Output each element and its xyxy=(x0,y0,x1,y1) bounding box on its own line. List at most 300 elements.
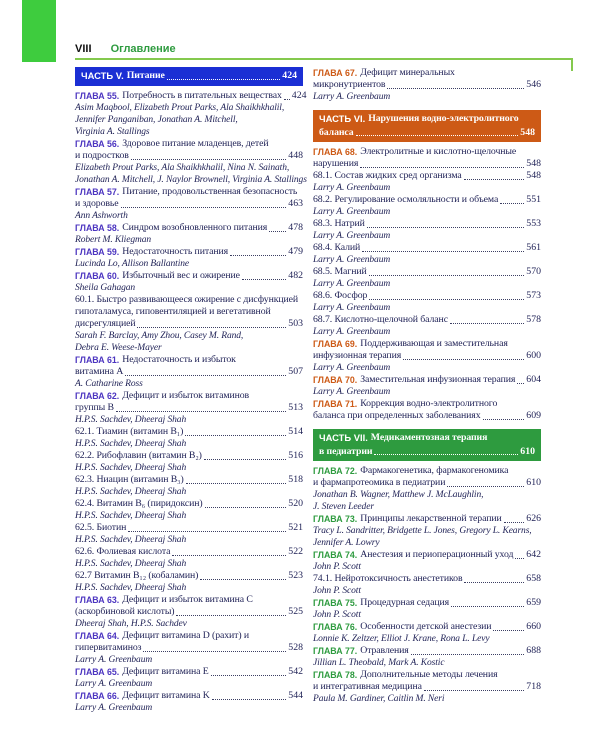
dot-leader xyxy=(500,203,524,204)
author-line xyxy=(313,633,541,645)
author-line xyxy=(75,654,303,666)
author-line xyxy=(313,182,541,194)
author-line xyxy=(313,693,541,705)
author-names: Sarah F. Barclay, Amy Zhou, Casey M. Rand, xyxy=(75,330,244,341)
entry-title-text: Процедурная седация xyxy=(360,597,450,608)
toc-chapter-entry xyxy=(313,465,541,513)
author-line xyxy=(313,386,541,398)
toc-line xyxy=(75,366,303,378)
toc-line xyxy=(319,126,535,140)
page-ref: 570 xyxy=(526,266,541,277)
toc-line xyxy=(313,398,541,410)
author-names: Lucinda Lo, Allison Ballantine xyxy=(75,258,189,269)
entry-title-text: баланса при определенных заболеваниях xyxy=(313,410,481,421)
dot-leader xyxy=(137,327,286,328)
author-names: Larry A. Greenbaum xyxy=(313,303,391,313)
dot-leader xyxy=(387,88,524,89)
chapter-label: ГЛАВА 60. xyxy=(75,270,120,281)
author-line xyxy=(75,582,303,594)
toc-chapter-entry xyxy=(75,390,303,426)
page-ref: 542 xyxy=(288,665,303,677)
author-line xyxy=(75,162,303,174)
chapter-label: ГЛАВА 77. xyxy=(313,646,358,656)
chapter-label: ГЛАВА 59. xyxy=(75,246,120,257)
entry-title-text: Дополнительные методы лечения xyxy=(360,669,498,680)
entry-title-text: Недостаточность и избыток xyxy=(122,353,236,365)
author-names: H.P.S. Sachdev, Dheeraj Shah xyxy=(75,558,187,569)
author-line xyxy=(313,362,541,374)
page-edge-tab xyxy=(22,0,56,62)
chapter-label: ГЛАВА 76. xyxy=(313,622,358,632)
chapter-label: ГЛАВА 73. xyxy=(313,514,358,524)
author-line xyxy=(313,302,541,314)
toc-line xyxy=(313,67,541,79)
chapter-label: ГЛАВА 66. xyxy=(75,690,120,701)
entry-title-text: Дефицит минеральных xyxy=(360,67,455,78)
page-ref: 548 xyxy=(526,158,541,169)
toc-chapter-entry xyxy=(313,549,541,573)
page-ref: 548 xyxy=(520,126,535,138)
page-ref: 503 xyxy=(288,317,303,329)
dot-leader xyxy=(230,255,286,256)
page-ref: 424 xyxy=(291,89,307,101)
toc-subchapter-entry xyxy=(313,290,541,314)
dot-leader xyxy=(212,699,287,700)
entry-title-text: Принципы лекарственной терапии xyxy=(360,513,502,524)
page-ref: 553 xyxy=(526,218,541,229)
page-ref: 573 xyxy=(526,290,541,301)
toc-line xyxy=(75,630,303,642)
entry-title-text: и интегративная медицина xyxy=(313,681,422,692)
page-ref: 658 xyxy=(526,573,541,584)
dot-leader xyxy=(211,675,287,676)
dot-leader xyxy=(369,299,524,300)
author-names: Larry A. Greenbaum xyxy=(75,654,153,665)
author-line xyxy=(313,585,541,597)
author-line xyxy=(75,618,303,630)
toc-line xyxy=(75,89,307,102)
chapter-label: ГЛАВА 70. xyxy=(313,375,358,385)
author-names: H.P.S. Sachdev, Dheeraj Shah xyxy=(75,534,187,545)
chapter-label: ГЛАВА 57. xyxy=(75,186,120,197)
entry-title-text: Поддерживающая и заместительная xyxy=(360,338,508,349)
entry-title-text: Коррекция водно-электролитного xyxy=(360,398,498,409)
chapter-label: ГЛАВА 64. xyxy=(75,630,120,641)
toc-line xyxy=(313,477,541,489)
author-line xyxy=(313,525,541,537)
page-ref: 600 xyxy=(526,350,541,361)
page-ref: 521 xyxy=(288,521,303,533)
author-line xyxy=(75,114,303,126)
author-line xyxy=(313,278,541,290)
toc-line xyxy=(313,242,541,254)
dot-leader xyxy=(205,507,287,508)
page-ref: 424 xyxy=(282,70,297,81)
page-ref: 642 xyxy=(526,549,541,560)
toc-line xyxy=(75,246,303,258)
author-names: Debra E. Weese-Mayer xyxy=(75,342,162,353)
entry-title-text: 68.6. Фосфор xyxy=(313,290,368,301)
dot-leader xyxy=(125,375,286,376)
entry-title-text: Дефицит витамина E xyxy=(122,665,209,677)
entry-title-text: Дефицит витамина K xyxy=(122,689,210,701)
page-ref: 522 xyxy=(288,545,303,557)
dot-leader xyxy=(172,555,286,556)
toc-part-band xyxy=(75,67,303,86)
dot-leader xyxy=(515,558,524,559)
author-line xyxy=(313,609,541,621)
chapter-label: ГЛАВА 75. xyxy=(313,598,358,608)
toc-subchapter-entry xyxy=(313,242,541,266)
author-line xyxy=(313,326,541,338)
entry-title-text: Дефицит витамина D (рахит) и xyxy=(122,629,250,641)
toc-line xyxy=(313,465,541,477)
author-line xyxy=(75,510,303,522)
toc-line xyxy=(75,138,303,150)
author-line xyxy=(313,489,541,501)
page-ref: 688 xyxy=(526,645,541,656)
author-names: Larry A. Greenbaum xyxy=(313,92,391,102)
chapter-label: ГЛАВА 74. xyxy=(313,550,358,560)
entry-title-text: витамина A xyxy=(75,365,124,377)
author-line xyxy=(75,558,303,570)
dot-leader xyxy=(185,435,286,436)
toc-chapter-entry xyxy=(75,186,303,222)
author-line xyxy=(75,258,303,270)
page-ref: 609 xyxy=(526,410,541,421)
author-line xyxy=(313,501,541,513)
toc-line xyxy=(75,186,303,198)
author-line xyxy=(75,126,303,138)
entry-title-text: Отравления xyxy=(360,645,409,656)
dot-leader xyxy=(204,459,286,460)
toc-subchapter-entry xyxy=(313,573,541,597)
toc-line xyxy=(75,270,303,282)
author-line xyxy=(75,234,303,246)
entry-title-text: 62.4. Витамин B₆ (пиридоксин) xyxy=(75,497,203,509)
author-names: H.P.S. Sachdev, Dheeraj Shah xyxy=(75,486,187,497)
author-names: Larry A. Greenbaum xyxy=(313,207,391,217)
dot-leader xyxy=(121,207,287,208)
dot-leader xyxy=(504,522,525,523)
toc-subchapter-entry xyxy=(75,546,303,570)
entry-title-text: 68.5. Магний xyxy=(313,266,367,277)
entry-title-text: 62.5. Биотин xyxy=(75,521,127,533)
author-names: Robert M. Kliegman xyxy=(75,234,152,245)
entry-title-text: Нарушения водно-электролитного xyxy=(368,113,519,124)
entry-title-text: нарушения xyxy=(313,158,359,169)
entry-title-text: 68.3. Натрий xyxy=(313,218,365,229)
toc-line xyxy=(81,69,297,83)
toc-line xyxy=(313,549,541,561)
toc-line xyxy=(75,570,303,582)
author-names: Paula M. Gardiner, Caitlin M. Neri xyxy=(313,694,445,704)
author-line xyxy=(313,91,541,103)
entry-title-text: 68.2. Регулирование осмоляльности и объема xyxy=(313,194,499,205)
toc-chapter-entry xyxy=(75,137,307,186)
toc-subchapter-entry xyxy=(75,450,303,474)
author-names: Tracy L. Sandritter, Bridgette L. Jones, Gregory L. Kearns, xyxy=(313,526,532,536)
toc-line xyxy=(319,112,535,126)
author-line xyxy=(313,230,541,242)
dot-leader xyxy=(143,651,286,652)
toc-line xyxy=(313,621,541,633)
toc-line xyxy=(313,350,541,362)
toc-subchapter-entry xyxy=(313,266,541,290)
author-names: H.P.S. Sachdev, Dheeraj Shah xyxy=(75,582,187,593)
toc-line xyxy=(75,522,303,534)
toc-line xyxy=(75,198,303,210)
entry-title-text: Электролитные и кислотно-щелочные xyxy=(360,146,517,157)
author-names: Lonnie K. Zeltzer, Elliot J. Krane, Rona L. Levy xyxy=(313,634,490,644)
toc-chapter-entry xyxy=(313,338,541,374)
entry-title-text: 68.7. Кислотно-щелочной баланс xyxy=(313,314,448,325)
toc-chapter-entry xyxy=(313,398,541,422)
toc-chapter-entry xyxy=(75,666,303,690)
toc-subchapter-entry xyxy=(313,218,541,242)
toc-line xyxy=(75,150,303,162)
page-ref: 548 xyxy=(526,170,541,181)
toc-line xyxy=(75,426,303,438)
toc-line xyxy=(75,306,303,318)
toc-line xyxy=(313,170,541,182)
author-names: Jonathan B. Wagner, Matthew J. McLaughlin, xyxy=(313,490,484,500)
entry-title-text: Избыточный вес и ожирение xyxy=(122,269,240,281)
dot-leader xyxy=(242,279,286,280)
toc-chapter-entry xyxy=(75,222,303,246)
dot-leader xyxy=(483,419,525,420)
page-ref: 518 xyxy=(288,473,303,485)
toc-chapter-entry xyxy=(313,67,541,103)
toc-chapter-entry xyxy=(75,594,303,630)
chapter-label: ГЛАВА 63. xyxy=(75,594,120,605)
toc-chapter-entry xyxy=(75,270,303,294)
author-names: H.P.S. Sachdev, Dheeraj Shah xyxy=(75,414,187,425)
author-line xyxy=(75,462,303,474)
toc-chapter-entry xyxy=(313,669,541,705)
toc-columns xyxy=(75,67,541,714)
entry-title-text: 68.4. Калий xyxy=(313,242,361,253)
dot-leader xyxy=(403,359,524,360)
entry-title-text: Недостаточность питания xyxy=(122,245,229,257)
page-ref: 660 xyxy=(526,621,541,632)
page-ref: 479 xyxy=(288,245,303,257)
entry-title-text: Здоровое питание младенцев, детей xyxy=(122,137,269,149)
page-ref: 578 xyxy=(526,314,541,325)
toc-line xyxy=(313,158,541,170)
toc-line xyxy=(313,218,541,230)
author-names: Larry A. Greenbaum xyxy=(75,678,153,689)
entry-title-text: Фармакогенетика, фармакогеномика xyxy=(360,465,509,476)
toc-line xyxy=(313,645,541,657)
toc-line xyxy=(313,374,541,386)
page-ref: 520 xyxy=(288,497,303,509)
page-ref: 528 xyxy=(288,641,303,653)
author-names: Dheeraj Shah, H.P.S. Sachdev xyxy=(75,618,187,629)
chapter-label: ГЛАВА 58. xyxy=(75,222,120,233)
entry-title-text: дисрегуляцией xyxy=(75,317,136,329)
author-names: H.P.S. Sachdev, Dheeraj Shah xyxy=(75,510,187,521)
toc-chapter-entry xyxy=(313,621,541,645)
page-ref: 604 xyxy=(526,374,541,385)
page-ref: 463 xyxy=(288,197,303,209)
author-names: Larry A. Greenbaum xyxy=(75,702,153,713)
toc-line xyxy=(313,266,541,278)
toc-line xyxy=(75,666,303,678)
author-names: H.P.S. Sachdev, Dheeraj Shah xyxy=(75,462,187,473)
entry-title-text: 62.7 Витамин B₁₂ (кобаламин) xyxy=(75,569,199,581)
toc-subchapter-entry xyxy=(75,474,303,498)
toc-line xyxy=(313,79,541,91)
chapter-label: ГЛАВА 69. xyxy=(313,339,358,349)
toc-line xyxy=(313,573,541,585)
chapter-label: ГЛАВА 78. xyxy=(313,670,358,680)
dot-leader xyxy=(131,159,287,160)
page-ref: 610 xyxy=(520,445,535,457)
author-line xyxy=(75,282,303,294)
toc-line xyxy=(313,669,541,681)
author-names: Larry A. Greenbaum xyxy=(313,279,391,289)
page-ref: 525 xyxy=(288,605,303,617)
toc-chapter-entry xyxy=(75,354,303,390)
page-ref: 482 xyxy=(288,269,303,281)
author-line xyxy=(75,378,303,390)
author-names: J. Steven Leeder xyxy=(313,502,374,512)
page-ref: 523 xyxy=(288,569,303,581)
entry-title-text: 62.6. Фолиевая кислота xyxy=(75,545,171,557)
author-names: Larry A. Greenbaum xyxy=(313,387,391,397)
page-ref: 659 xyxy=(526,597,541,608)
entry-title-text: 62.1. Тиамин (витамин B₁) xyxy=(75,425,184,437)
author-names: John P. Scott xyxy=(313,562,361,572)
toc-subchapter-entry xyxy=(75,498,303,522)
toc-chapter-entry xyxy=(313,597,541,621)
dot-leader xyxy=(447,486,524,487)
entry-title-text: гипоталамуса, гиповентиляцией и вегетативной xyxy=(75,305,271,317)
dot-leader xyxy=(167,79,281,80)
page-number: VIII xyxy=(75,43,92,55)
toc-line xyxy=(75,318,303,330)
page-ref: 551 xyxy=(526,194,541,205)
author-line xyxy=(75,210,303,222)
entry-title-text: и фармапротеомика в педиатрии xyxy=(313,477,446,488)
dot-leader xyxy=(284,99,290,100)
dot-leader xyxy=(360,167,524,168)
toc-line xyxy=(313,338,541,350)
toc-line xyxy=(75,546,303,558)
author-line xyxy=(75,438,303,450)
entry-title-text: Питание, продовольственная безопасность xyxy=(122,185,298,197)
toc-chapter-entry xyxy=(75,246,303,270)
entry-title-text: Анестезия и периоперационный уход xyxy=(360,549,514,560)
page-ref: 514 xyxy=(288,425,303,437)
entry-title-text: Дефицит и избыток витаминов xyxy=(122,389,250,401)
chapter-label: ГЛАВА 71. xyxy=(313,399,358,409)
toc-line xyxy=(313,146,541,158)
page-ref: 516 xyxy=(288,449,303,461)
toc-chapter-entry xyxy=(313,146,541,170)
toc-column-left xyxy=(75,67,307,714)
page-ref: 478 xyxy=(288,221,303,233)
author-names: A. Catharine Ross xyxy=(75,378,143,389)
page-ref: 544 xyxy=(288,689,303,701)
author-names: H.P.S. Sachdev, Dheeraj Shah xyxy=(75,438,187,449)
dot-leader xyxy=(451,606,524,607)
entry-title-text: Синдром возобновленного питания xyxy=(122,221,268,233)
toc-line xyxy=(313,290,541,302)
page-ref: 546 xyxy=(526,79,541,90)
dot-leader xyxy=(356,135,519,136)
toc-line xyxy=(75,690,303,702)
entry-title-text: (аскорбиновой кислоты) xyxy=(75,605,175,617)
toc-subchapter-entry xyxy=(75,570,303,594)
author-line xyxy=(75,414,303,426)
toc-line xyxy=(75,450,303,462)
dot-leader xyxy=(269,231,286,232)
author-names: Larry A. Greenbaum xyxy=(313,255,391,265)
author-names: Larry A. Greenbaum xyxy=(313,363,391,373)
entry-title-text: группы B xyxy=(75,401,114,413)
toc-line xyxy=(75,474,303,486)
dot-leader xyxy=(464,179,525,180)
toc-line xyxy=(75,294,303,306)
page-ref: 448 xyxy=(288,149,303,161)
dot-leader xyxy=(176,615,286,616)
author-line xyxy=(75,174,307,186)
dot-leader xyxy=(374,454,518,455)
entry-title-text: 68.1. Состав жидких сред организма xyxy=(313,170,462,181)
author-names: Jennifer Panganiban, Jonathan A. Mitchell, xyxy=(75,114,238,125)
entry-title-text: гипервитаминоз xyxy=(75,641,142,653)
entry-title-text: Медикаментозная терапия xyxy=(370,432,488,443)
dot-leader xyxy=(424,690,524,691)
toc-line xyxy=(75,594,303,606)
author-names: John P. Scott xyxy=(313,586,361,596)
chapter-label: ГЛАВА 61. xyxy=(75,354,120,365)
entry-title-text: баланса xyxy=(319,126,354,138)
toc-subchapter-entry xyxy=(75,426,303,450)
chapter-label: ГЛАВА 67. xyxy=(313,68,358,78)
entry-title-text: Дефицит и избыток витамина C xyxy=(122,593,253,605)
page-ref: 513 xyxy=(288,401,303,413)
toc-subchapter-entry xyxy=(313,314,541,338)
part-label: ЧАСТЬ V. xyxy=(81,70,124,81)
entry-title-text: и подростков xyxy=(75,149,129,161)
author-line xyxy=(75,102,303,114)
author-names: Virginia A. Stallings xyxy=(75,126,150,137)
author-names: Larry A. Greenbaum xyxy=(313,231,391,241)
author-line xyxy=(313,537,541,549)
dot-leader xyxy=(464,582,524,583)
page-header xyxy=(75,43,573,55)
entry-title-text: в педиатрии xyxy=(319,445,373,457)
author-names: Jennifer A. Lowry xyxy=(313,538,380,548)
entry-title-text: 62.2. Рибофлавин (витамин B₂) xyxy=(75,449,202,461)
toc-chapter-entry xyxy=(313,374,541,398)
dot-leader xyxy=(367,227,524,228)
page-ref: 610 xyxy=(526,477,541,488)
toc-line xyxy=(319,431,535,445)
dot-leader xyxy=(517,383,524,384)
toc-chapter-entry xyxy=(75,690,303,714)
part-label: ЧАСТЬ VII. xyxy=(319,432,368,443)
author-names: Asim Maqbool, Elizabeth Prout Parks, Ala Shaikhkhalil, xyxy=(75,102,285,113)
toc-subchapter-entry xyxy=(313,170,541,194)
toc-line xyxy=(75,390,303,402)
entry-title-text: 74.1. Нейротоксичность анестетиков xyxy=(313,573,463,584)
header-rule-tick xyxy=(571,58,573,71)
author-names: Jillian L. Theobald, Mark A. Kostic xyxy=(313,658,445,668)
